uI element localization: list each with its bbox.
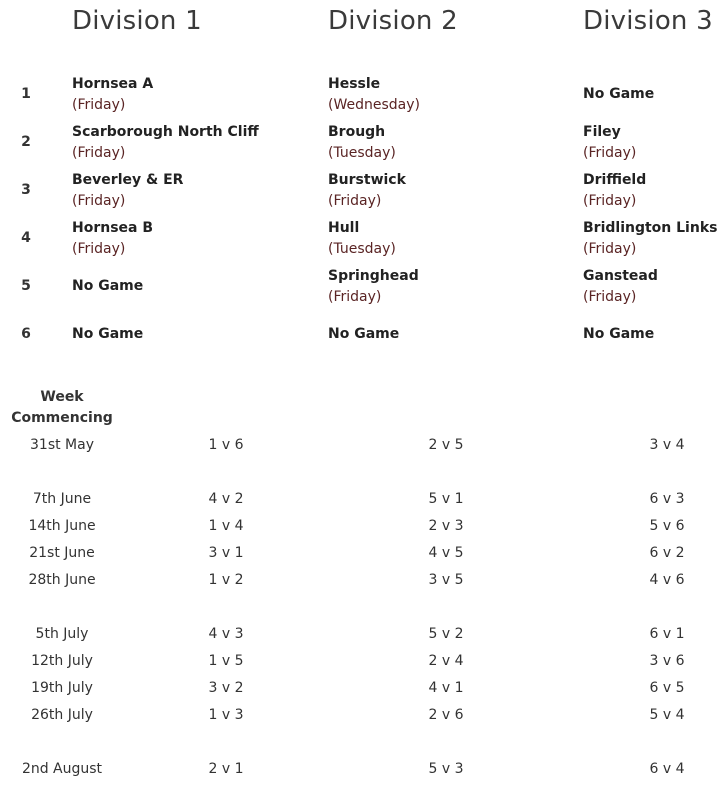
division-2-heading: Division 2 (328, 6, 458, 36)
team-name: Burstwick (328, 172, 406, 188)
team-night: (Friday) (328, 193, 382, 209)
fixture-div1: 1 v 6 (208, 437, 244, 453)
week-date: 28th June (28, 572, 96, 588)
week-date: 19th July (31, 680, 93, 696)
team-name: Driffield (583, 172, 647, 188)
row-number: 6 (21, 326, 31, 342)
fixture-div2: 2 v 3 (428, 518, 464, 534)
fixture-div1: 1 v 3 (208, 707, 244, 723)
team-night: (Tuesday) (328, 241, 396, 257)
fixture-div3: 5 v 4 (649, 707, 685, 723)
week-commencing-heading: Week Commencing (11, 389, 113, 426)
week-date: 21st June (29, 545, 95, 561)
fixture-div1: 1 v 2 (208, 572, 244, 588)
team-name: Hessle (328, 76, 381, 92)
fixture-div2: 5 v 3 (428, 761, 464, 777)
week-date: 12th July (31, 653, 93, 669)
row-number: 1 (21, 86, 31, 102)
team-night: (Friday) (583, 289, 637, 305)
division-1-heading: Division 1 (72, 6, 202, 36)
team-night: (Wednesday) (328, 97, 420, 113)
team-name: Hornsea B (72, 220, 154, 236)
row-number: 2 (21, 134, 31, 150)
week-date: 31st May (30, 437, 94, 453)
team-night: (Friday) (72, 97, 126, 113)
team-night: (Friday) (72, 145, 126, 161)
team-name: Scarborough North Cliff (72, 124, 259, 140)
row-number: 4 (21, 230, 31, 246)
fixture-div2: 2 v 4 (428, 653, 464, 669)
fixture-div2: 2 v 5 (428, 437, 464, 453)
fixture-div3: 3 v 6 (649, 653, 685, 669)
week-date: 7th June (32, 491, 92, 507)
team-night: (Friday) (583, 241, 637, 257)
team-night: (Friday) (583, 145, 637, 161)
division-3-heading: Division 3 (583, 6, 713, 36)
row-number: 3 (21, 182, 31, 198)
fixture-div1: 1 v 5 (208, 653, 244, 669)
fixture-div2: 4 v 1 (428, 680, 464, 696)
team-name: Beverley & ER (72, 172, 184, 188)
fixture-div1: 4 v 3 (208, 626, 244, 642)
fixture-div3: 3 v 4 (649, 437, 685, 453)
fixture-div2: 5 v 2 (428, 626, 464, 642)
team-name: Springhead (328, 268, 419, 284)
team-name: Bridlington Links (583, 220, 718, 236)
fixture-div3: 6 v 5 (649, 680, 685, 696)
team-name: Hull (328, 220, 360, 236)
week-date: 26th July (31, 707, 93, 723)
fixture-div2: 3 v 5 (428, 572, 464, 588)
week-date: 14th June (28, 518, 96, 534)
row-number: 5 (21, 278, 31, 294)
fixture-div3: 6 v 1 (649, 626, 685, 642)
week-date: 2nd August (21, 761, 103, 777)
team-night: (Friday) (583, 193, 637, 209)
team-name: Brough (328, 124, 386, 140)
team-night: (Tuesday) (328, 145, 396, 161)
fixture-div3: 6 v 4 (649, 761, 685, 777)
team-name: Filey (583, 124, 621, 140)
fixture-div1: 3 v 1 (208, 545, 244, 561)
fixture-div1: 4 v 2 (208, 491, 244, 507)
team-night: (Friday) (328, 289, 382, 305)
team-name: Ganstead (583, 268, 658, 284)
fixture-div3: 6 v 3 (649, 491, 685, 507)
fixture-div2: 5 v 1 (428, 491, 464, 507)
week-date: 5th July (35, 626, 89, 642)
fixture-div1: 2 v 1 (208, 761, 244, 777)
fixture-div3: 6 v 2 (649, 545, 685, 561)
team-name: Hornsea A (72, 76, 154, 92)
fixture-div1: 3 v 2 (208, 680, 244, 696)
team-night: (Friday) (72, 241, 126, 257)
team-night: (Friday) (72, 193, 126, 209)
fixture-div3: 4 v 6 (649, 572, 685, 588)
fixture-div2: 2 v 6 (428, 707, 464, 723)
fixture-div1: 1 v 4 (208, 518, 244, 534)
fixture-div3: 5 v 6 (649, 518, 685, 534)
fixture-div2: 4 v 5 (428, 545, 464, 561)
team-name: No Game (583, 326, 655, 342)
team-name: No Game (328, 326, 400, 342)
team-name: No Game (583, 86, 655, 102)
team-name: No Game (72, 326, 144, 342)
team-name: No Game (72, 278, 144, 294)
